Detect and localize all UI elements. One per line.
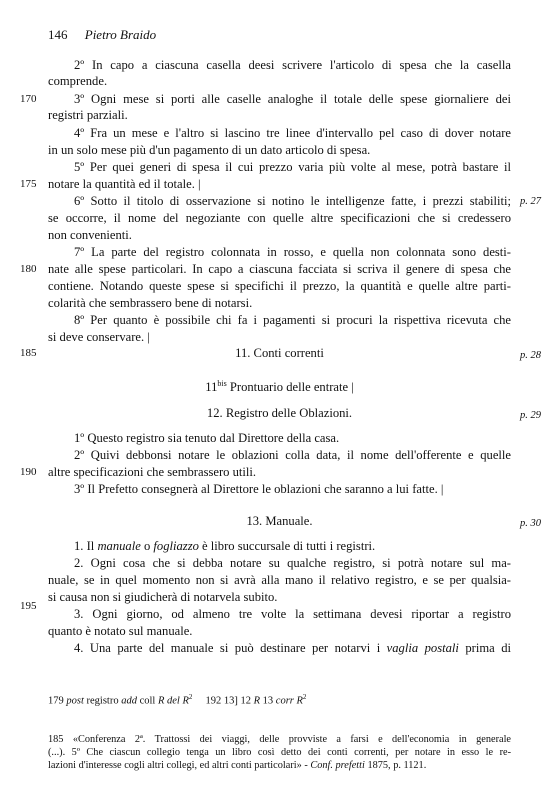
body-line: altre specificazioni che sembrassero utili. [48,465,257,479]
line-number: 170 [20,93,37,105]
page-number: 146 [48,27,68,42]
body-line: se occorre, il nome del negoziante con quelle altre specificazioni che si credessero [48,211,511,225]
italic-term: corr R [275,695,303,707]
body-line: quanto è notato sul manuale. [48,624,193,638]
text-run: è libro succursale di tutti i registri. [198,539,376,553]
body-line: si causa non si giudicherà di notarvela subito. [48,590,278,604]
body-line: 3. Ogni giorno, od almeno tre volte la settimana devesi riportar a registro [74,607,511,621]
footnote-line: 185 «Conferenza 2ª. Trattossi dei viaggi, delle provviste a farsi e dell'economia in generale [48,734,511,745]
body-line: 3º Ogni mese si porti alle caselle analoghe il totale delle spese giornaliere dei [74,92,511,106]
text-run: 13 [260,695,276,707]
body-line: 4º Fra un mese e l'altro si lascino tre linee d'intervallo pel caso di dover notare [74,126,511,140]
superscript: 2 [302,693,307,701]
body-line: colarità che sembrassero bene di notarsi. [48,296,253,310]
section-heading [48,376,511,395]
italic-term: Conf. prefetti [310,760,365,771]
italic-term: add [121,695,137,707]
margin-reference: p. 28 [520,350,541,361]
body-line: 2º Quivi debbonsi notare le oblazioni colla data, il nome dell'offerente e quelle [74,448,511,462]
italic-term: vaglia postali [386,641,459,655]
text-run: 1. Il [74,539,98,553]
text-run: o [140,539,154,553]
superscript: 2 [188,693,193,701]
margin-reference: p. 30 [520,518,541,529]
margin-reference: p. 29 [520,410,541,421]
footnote-line: (...). 5º Che ciascun collegio tenga un libro così detto dei conti correnti, per notare in esso le re- [48,747,511,758]
body-line: 3º Il Prefetto consegnerà al Direttore le oblazioni che saranno a lui fatte. | [74,482,444,496]
italic-term: post [66,695,84,707]
italic-term: manuale [97,539,141,553]
line-number: 190 [20,466,37,478]
line-number: 195 [20,600,37,612]
italic-term: R del R [157,695,189,707]
body-line: 6º Sotto il titolo di osservazione si notino le intelligenze fatte, i prezzi stabiliti; [74,194,511,208]
body-line: nate alle spese particolari. In capo a ciascuna facciata si scriva il genere di spesa che [48,262,511,276]
text-run: prima di [458,641,511,655]
text-run: coll [136,695,158,707]
text-run: 179 [48,695,67,707]
section-heading: 13. Manuale. [246,514,313,528]
body-line: 7º La parte del registro colonnata in rosso, e quella non colonnata sono desti- [74,245,511,259]
body-line: 8º Per quanto è possibile chi fa i pagamenti si procuri la rispettiva ricevuta che [74,313,511,327]
body-line: 1º Questo registro sia tenuto dal Direttore della casa. [74,431,340,445]
section-heading: 11. Conti correnti [235,346,324,360]
text-run: 192 13] 12 [192,695,254,707]
body-line: comprende. [48,74,108,88]
line-number: 175 [20,178,37,190]
footnote-line [48,759,511,772]
text-run: 4. Una parte del manuale si può destinare per notarvi i [74,641,387,655]
margin-reference: p. 27 [520,196,541,207]
heading-superscript: bis [217,379,227,388]
text-run: 1875, p. 1121. [364,760,427,771]
running-header [48,27,156,43]
italic-term: fogliazzo [153,539,199,553]
body-line: nuale, se in quel momento non si avrà alla mano il relativo registro, e se per qualsia- [48,573,511,587]
body-line [48,539,511,554]
text-run: lazioni d'interesse cogli altri collegi, ed altri conti particolari» - [48,760,311,771]
body-line: registri parziali. [48,108,128,122]
critical-apparatus [48,690,306,709]
body-line: in un solo mese più d'un pagamento di un dato articolo di spesa. [48,143,371,157]
line-number: 185 [20,347,37,359]
section-heading: 12. Registro delle Oblazioni. [206,406,353,420]
body-line: contiene. Notando queste spese si specifichi il prezzo, la quantità e quelle altre parti- [48,279,511,293]
body-line [48,641,511,656]
body-line: 5º Per quei generi di spesa il cui prezzo varia più volte al mese, potrà bastare il [74,160,511,174]
line-number: 180 [20,263,37,275]
heading-number: 11 [205,380,218,395]
text-run: registro [83,695,122,707]
body-line: 2. Ogni cosa che si debba notare su qualche registro, si potrà notare sul ma- [74,556,511,570]
italic-term: R [253,695,261,707]
running-author: Pietro Braido [84,27,157,42]
body-line: si deve conservare. | [48,330,150,344]
heading-text: Prontuario delle entrate | [226,380,354,395]
body-line: non convenienti. [48,228,132,242]
body-line: notare la quantità ed il totale. | [48,177,201,191]
body-line: 2º In capo a ciascuna casella deesi scrivere l'articolo di spesa che la casella [74,58,511,72]
